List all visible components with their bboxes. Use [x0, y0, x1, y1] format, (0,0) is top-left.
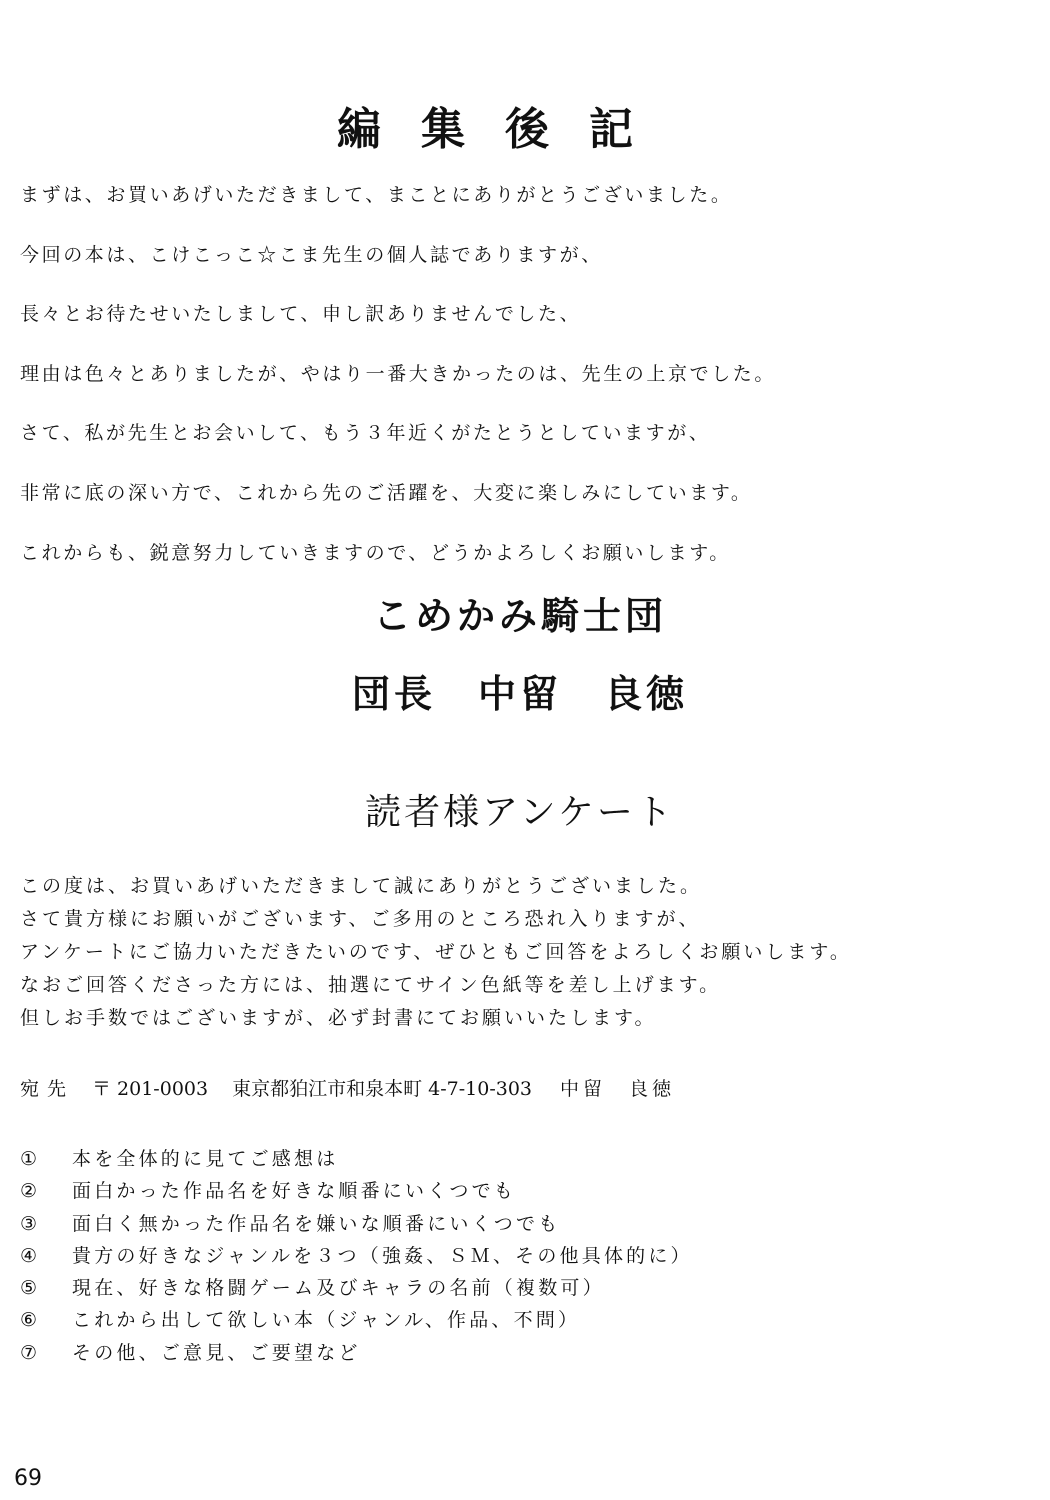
survey-intro-line: なおご回答くださった方には、抽選にてサイン色紙等を差し上げます。: [20, 974, 722, 996]
signature-name: 団長 中留 良徳: [351, 672, 688, 716]
editor-note-line: これからも、鋭意努力していきますので、どうかよろしくお願いします。: [20, 541, 731, 564]
survey-question: [20, 1307, 1030, 1333]
address-label: 宛先: [20, 1078, 75, 1100]
survey-intro: [20, 873, 1030, 1038]
survey-intro-line: アンケートにご協力いただきたいのです、ぜひともご回答をよろしくお願いします。: [20, 941, 852, 963]
question-number: ①: [20, 1148, 38, 1170]
question-number: ④: [20, 1244, 38, 1267]
survey-question: [20, 1211, 1030, 1237]
survey-question: [20, 1340, 1030, 1366]
address-recipient: 中留 良徳: [560, 1078, 676, 1100]
editor-note-line: 今回の本は、こけこっこ☆こま先生の個人誌でありますが、: [20, 243, 603, 266]
editor-note-body: [20, 183, 1030, 600]
survey-intro-line: この度は、お買いあげいただきまして誠にありがとうございました。: [20, 875, 703, 897]
survey-intro-line: 但しお手数ではございますが、必ず封書にてお願いいたします。: [20, 1007, 657, 1029]
editor-note-line: まずは、お買いあげいただきまして、まことにありがとうございました。: [20, 184, 733, 206]
signature-group: こめかみ騎士団: [372, 594, 667, 638]
question-text: これから出して欲しい本（ジャンル、作品、不問）: [72, 1309, 581, 1332]
editor-note-line: 長々とお待たせいたしまして、申し訳ありませんでした、: [20, 303, 582, 326]
question-text: その他、ご意見、ご要望など: [72, 1341, 361, 1364]
mailing-address: [20, 1076, 1030, 1102]
survey-question: [20, 1146, 1030, 1172]
question-number: ⑥: [20, 1309, 38, 1332]
survey-question: [20, 1178, 1030, 1204]
page-number: 69: [14, 1466, 42, 1491]
survey-questions: [20, 1146, 1030, 1372]
question-number: ②: [20, 1180, 38, 1203]
question-text: 面白く無かった作品名を嫌いな順番にいくつでも: [72, 1212, 561, 1235]
question-text: 本を全体的に見てご感想は: [72, 1148, 339, 1170]
editor-note-title: 編集後記: [337, 104, 673, 155]
editor-note-line: さて、私が先生とお会いして、もう３年近くがたとうとしていますが、: [20, 422, 711, 445]
address-street: 東京都狛江市和泉本町 4-7-10-303: [232, 1078, 533, 1100]
question-number: ⑦: [20, 1341, 38, 1364]
question-number: ③: [20, 1212, 38, 1235]
survey-question: [20, 1243, 1030, 1269]
editor-note-line: 非常に底の深い方で、これから先のご活躍を、大変に楽しみにしています。: [20, 481, 753, 504]
question-text: 面白かった作品名を好きな順番にいくつでも: [72, 1180, 517, 1203]
address-postal-code: 〒 201-0003: [92, 1078, 209, 1100]
question-number: ⑤: [20, 1277, 38, 1300]
survey-title: 読者様アンケート: [365, 792, 675, 833]
question-text: 貴方の好きなジャンルを３つ（強姦、ＳＭ、その他具体的に）: [72, 1244, 693, 1267]
survey-question: [20, 1275, 1030, 1301]
question-text: 現在、好きな格闘ゲーム及びキャラの名前（複数可）: [72, 1277, 605, 1300]
survey-intro-line: さて貴方様にお願いがございます、ご多用のところ恐れ入りますが、: [20, 908, 701, 930]
editor-note-line: 理由は色々とありましたが、やはり一番大きかったのは、先生の上京でした。: [20, 362, 777, 385]
